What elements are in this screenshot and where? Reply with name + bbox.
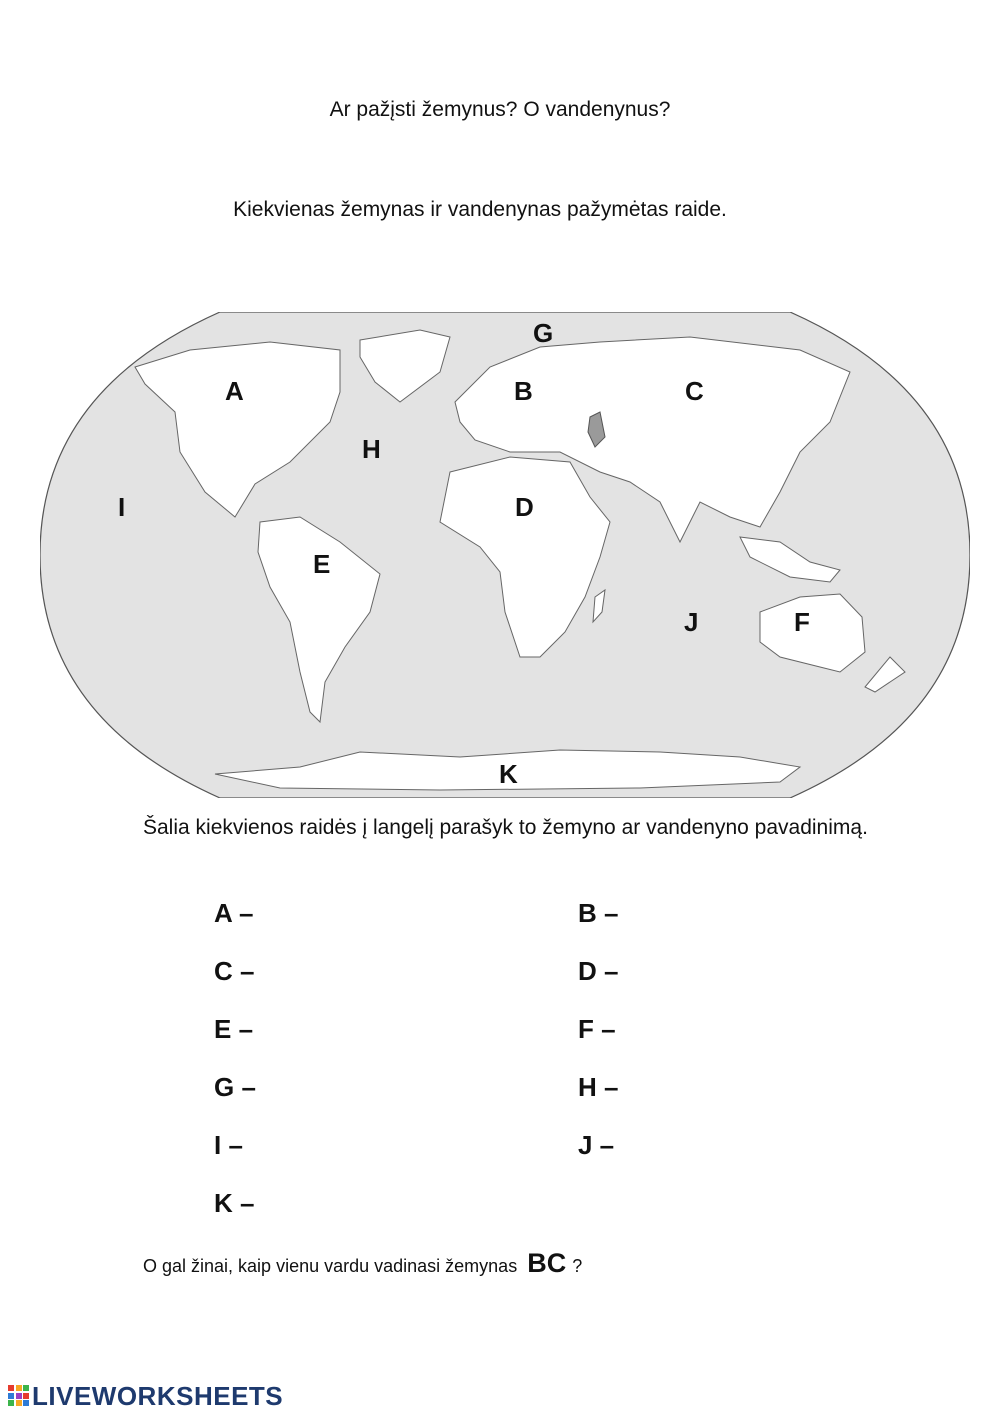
instructions: Šalia kiekvienos raidės į langelį parašyk to žemyno ar vandenyno pavadinimą. [143,816,868,839]
logo-grid-icon [8,1385,30,1407]
answer-j: J – [578,1130,615,1160]
bonus-question-highlight: BC [527,1248,567,1278]
map-label-g: G [533,318,554,348]
map-label-h: H [362,434,381,464]
world-map [40,312,970,798]
map-label-i: I [118,492,126,522]
map-label-e: E [313,549,331,579]
bonus-question-text: O gal žinai, kaip vienu vardu vadinasi žemynas [143,1256,518,1276]
map-label-k: K [499,759,518,789]
answer-a: A – [214,898,254,928]
liveworksheets-logo[interactable] [8,1382,283,1410]
bonus-question-suffix: ? [572,1256,583,1276]
map-label-j: J [684,607,699,637]
answer-e: E – [214,1014,254,1044]
answer-c: C – [214,956,255,986]
page-subtitle: Kiekvienas žemynas ir vandenynas pažymėtas raide. [233,198,727,221]
answer-d: D – [578,956,619,986]
map-label-c: C [685,376,704,406]
map-label-d: D [515,492,534,522]
map-label-f: F [794,607,810,637]
map-label-a: A [225,376,244,406]
bonus-question [143,1248,582,1279]
answer-f: F – [578,1014,616,1044]
answer-i: I – [214,1130,243,1160]
map-label-b: B [514,376,533,406]
answer-h: H – [578,1072,619,1102]
logo-text: LIVEWORKSHEETS [32,1380,284,1411]
answer-b: B – [578,898,619,928]
page-title: Ar pažįsti žemynus? O vandenynus? [329,98,671,121]
answer-k: K – [214,1188,255,1218]
answer-g: G – [214,1072,256,1102]
